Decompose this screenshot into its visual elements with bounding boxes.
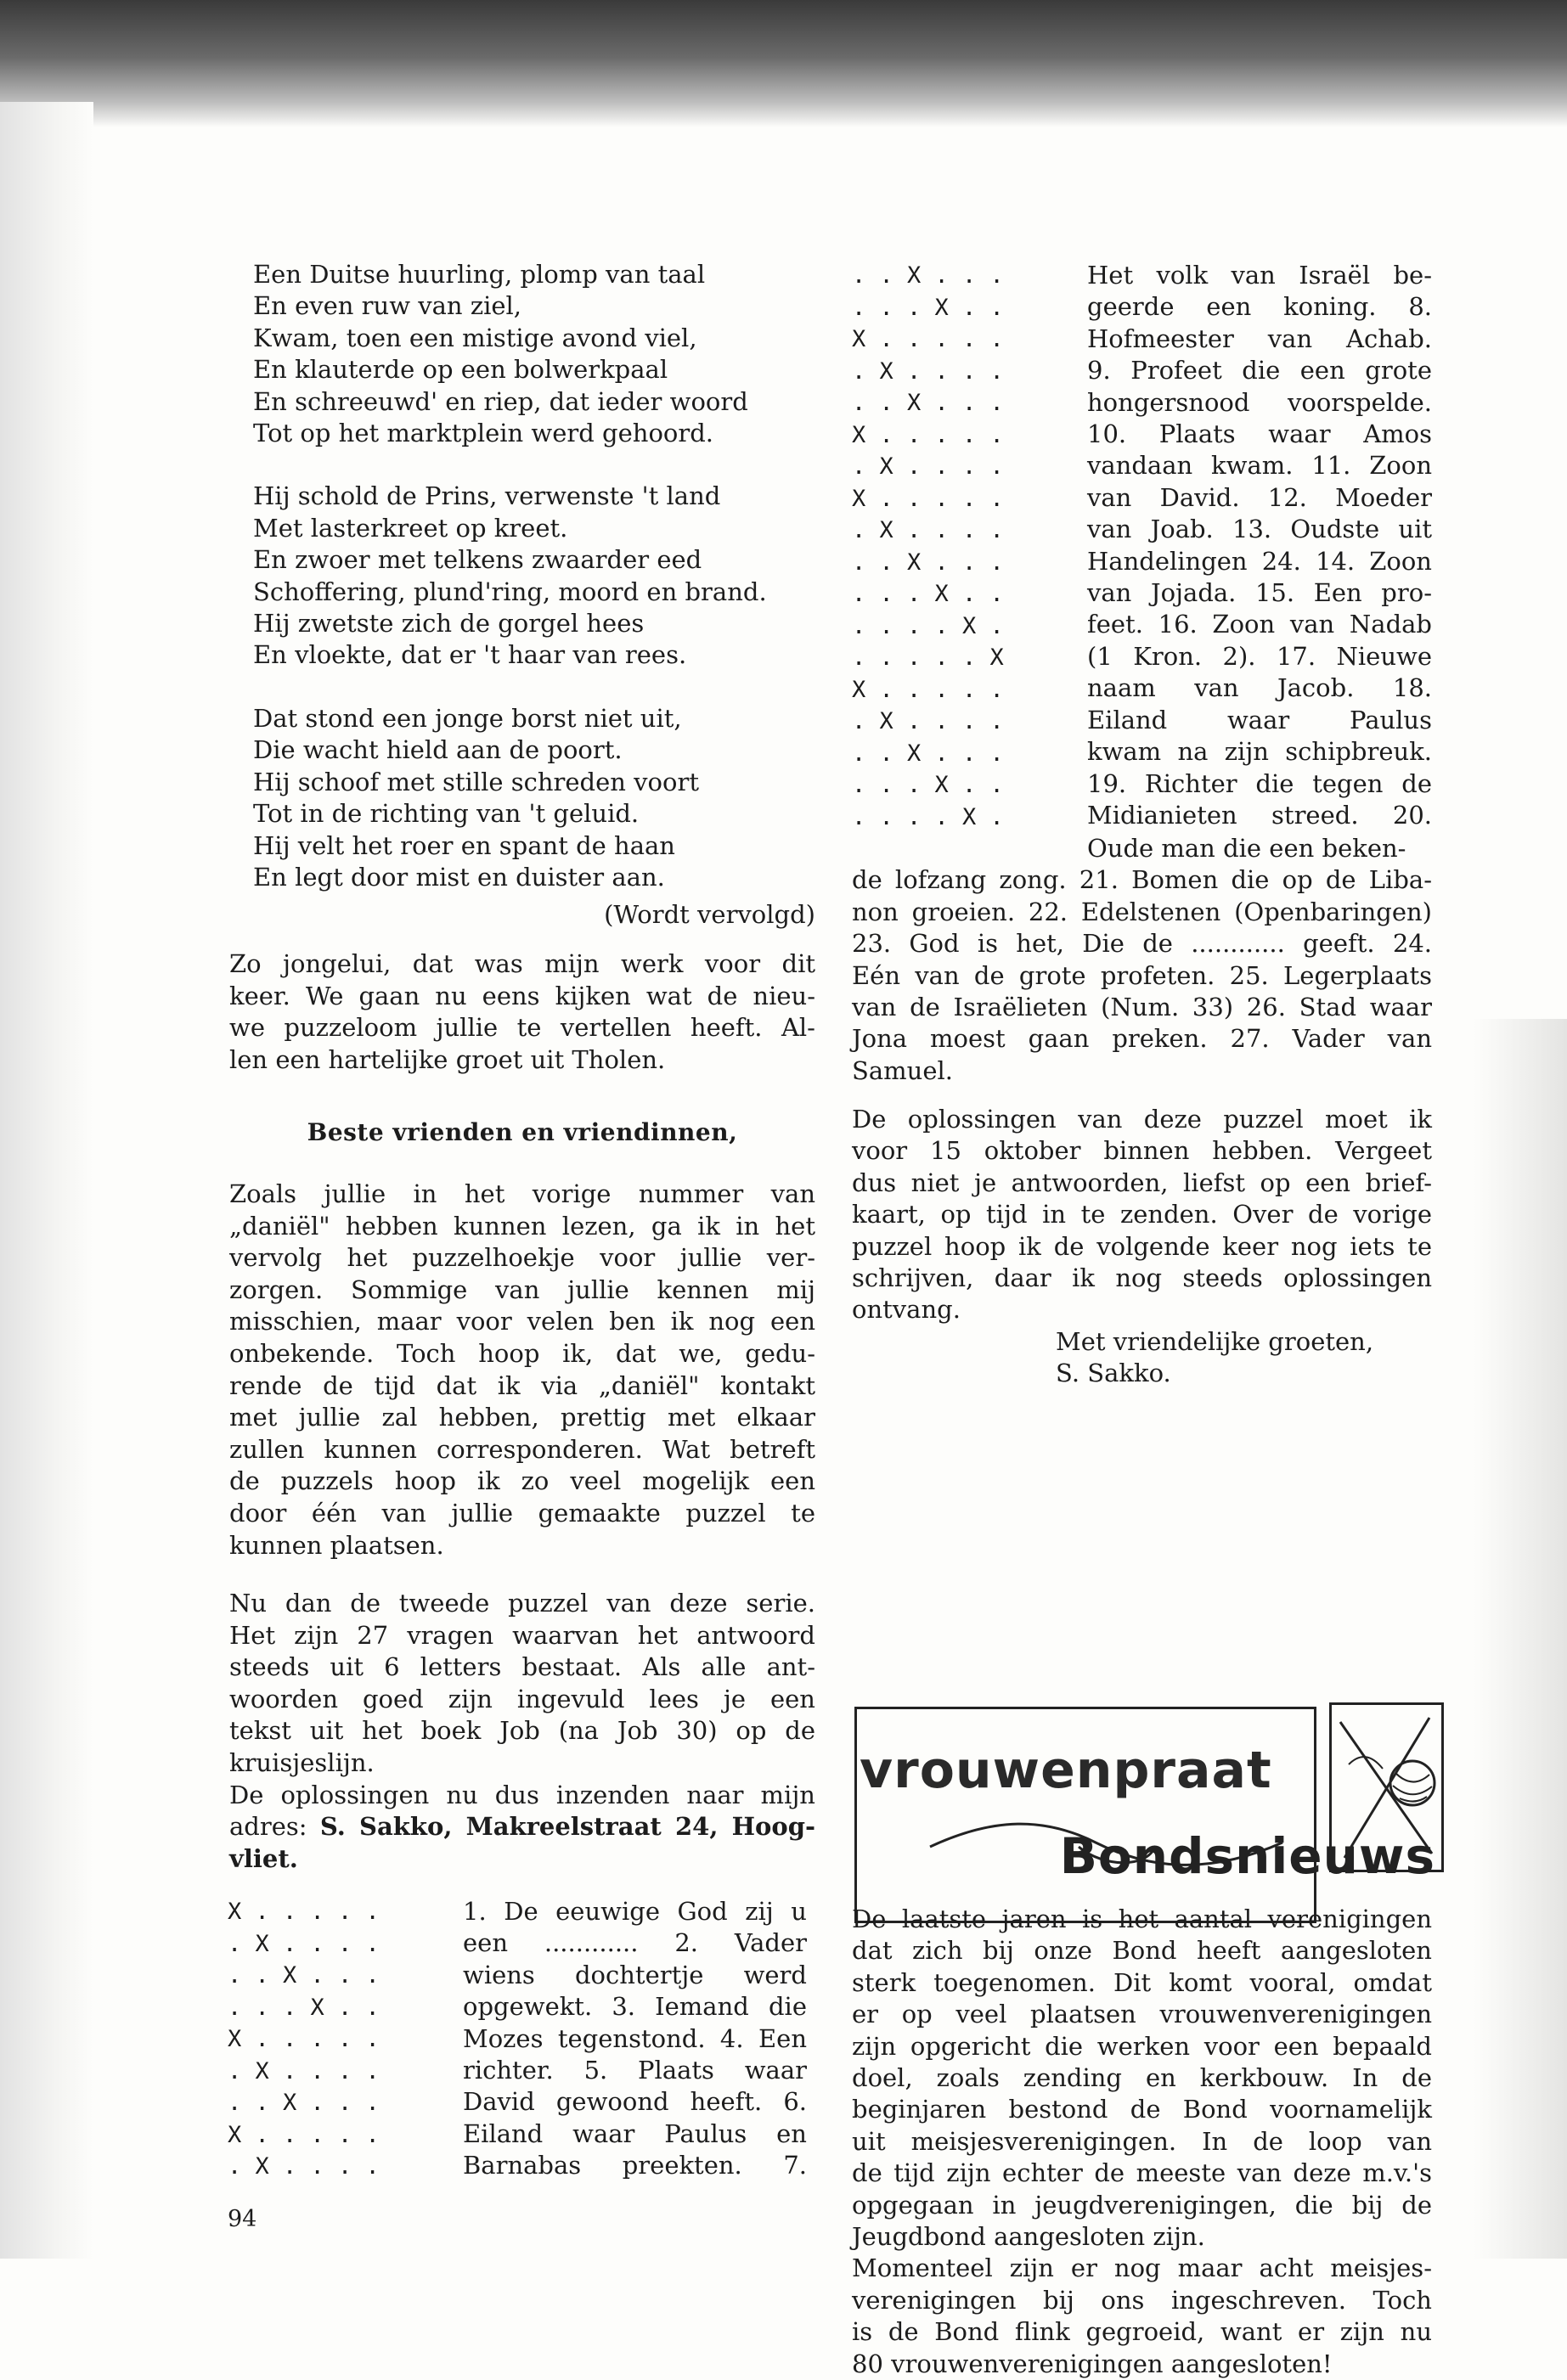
question-line: 1. De eeuwige God zij u	[463, 1897, 807, 1926]
grid-row: . . X . . .	[228, 2090, 380, 2116]
poem-line: Hij schoof met stille schreden voort	[253, 767, 699, 796]
text-line: onbekende. Toch hoop ik, dat we, gedu-	[229, 1338, 815, 1368]
question-line: feet. 16. Zoon van Nadab	[1087, 610, 1432, 639]
text-line: opgegaan in jeugdverenigingen, die bij de	[852, 2190, 1432, 2220]
poem-stanza-2	[253, 481, 848, 671]
poem-line: En zwoer met telkens zwaarder eed	[253, 545, 702, 575]
poem-stanza-3	[253, 703, 848, 893]
poem-line: Kwam, toen een mistige avond viel,	[253, 323, 697, 352]
grid-row: . X . . . .	[852, 453, 1004, 480]
poem-line: Hij velt het roer en spant de haan	[253, 830, 675, 860]
puzzle-paragraph	[229, 1588, 815, 1875]
question-line: non groeien. 22. Edelstenen (Openbaringen)	[852, 897, 1432, 926]
question-line: van Jojada. 15. Een pro-	[1087, 578, 1432, 608]
grid-row: . . X . . .	[852, 262, 1004, 289]
address-line	[229, 1811, 815, 1843]
grid-row: . . X . . .	[852, 390, 1004, 416]
signoff-closing: Met vriendelijke groeten,	[1056, 1327, 1374, 1356]
text-line: schrijven, daar ik nog steeds oplossingen	[852, 1263, 1432, 1293]
text-line: de tijd zijn echter de meeste van deze m.v.'s	[852, 2158, 1432, 2188]
question-line: Barnabas preekten. 7.	[463, 2151, 807, 2180]
question-line: Oude man die een beken-	[1087, 834, 1406, 863]
question-line: hongersnood voorspelde.	[1087, 387, 1432, 417]
text-line: Het zijn 27 vragen waarvan het antwoord	[229, 1620, 815, 1650]
text-line: puzzel hoop ik de volgende keer nog iets te	[852, 1231, 1432, 1261]
text-line: steeds uit 6 letters bestaat. Als alle ant-	[229, 1652, 815, 1682]
text-line: ontvang.	[852, 1295, 961, 1325]
grid-row: . X . . . .	[228, 2153, 380, 2180]
cross-grid-right	[852, 260, 1056, 833]
question-line: wiens dochtertje werd	[463, 1960, 807, 1989]
text-line: dus niet je antwoorden, liefst op een brief-	[852, 1167, 1432, 1197]
question-line: een ............ 2. Vader	[463, 1928, 807, 1958]
grid-row: X . . . . .	[852, 676, 1004, 703]
poem-line: Dat stond een jonge borst niet uit,	[253, 703, 682, 733]
text-line: zullen kunnen corresponderen. Wat betreft	[229, 1434, 815, 1464]
question-line: Eiland waar Paulus en	[463, 2118, 807, 2148]
question-line: (1 Kron. 2). 17. Nieuwe	[1087, 641, 1432, 671]
grid-row: X . . . . .	[852, 485, 1004, 512]
poem-line: Een Duitse huurling, plomp van taal	[253, 260, 706, 289]
grid-row: . . . . X .	[852, 612, 1004, 639]
text-line: kruisjeslijn.	[229, 1747, 375, 1777]
address-last-line	[229, 1843, 815, 1876]
solutions-paragraph	[852, 1104, 1432, 1326]
grid-row: X . . . . .	[852, 421, 1004, 448]
grid-row: X . . . . .	[228, 2026, 380, 2052]
text-line: Zo jongelui, dat was mijn werk voor dit	[229, 949, 815, 978]
text-line: verenigingen bij ons ingeschreven. Toch	[852, 2285, 1432, 2315]
text-line: er op veel plaatsen vrouwenverenigingen	[852, 2000, 1432, 2029]
question-line: Jona moest gaan preken. 27. Vader van	[852, 1024, 1432, 1054]
question-line: geerde een koning. 8.	[1087, 292, 1432, 322]
grid-row: . . X . . .	[852, 549, 1004, 576]
questions-continued	[852, 833, 1432, 1087]
address-prefix: adres:	[229, 1812, 320, 1842]
text-line: zorgen. Sommige van jullie kennen mij	[229, 1274, 815, 1304]
text-line: tekst uit het boek Job (na Job 30) op de	[229, 1716, 815, 1746]
question-line: 23. God is het, Die de ............ geeft. 24.	[852, 929, 1432, 959]
question-line: Hofmeester van Achab.	[1087, 324, 1432, 353]
scan-shadow-left	[0, 102, 93, 2259]
text-line: door één van jullie gemaakte puzzel te	[229, 1498, 815, 1528]
text-line: De oplossingen van deze puzzel moet ik	[852, 1105, 1432, 1134]
address-bold: S. Sakko, Makreelstraat 24, Hoog-	[319, 1812, 816, 1842]
question-line: Samuel.	[852, 1055, 953, 1085]
text-line: Nu dan de tweede puzzel van deze serie.	[229, 1589, 815, 1618]
grid-row: X . . . . .	[228, 1899, 380, 1925]
question-line: Eiland waar Paulus	[1087, 705, 1432, 734]
question-line: kwam na zijn schipbreuk.	[1087, 737, 1432, 767]
question-line: Mozes tegenstond. 4. Een	[463, 2023, 807, 2053]
poem-stanza-1	[253, 259, 848, 449]
poem-line: Die wacht hield aan de poort.	[253, 735, 623, 765]
question-line: van Joab. 13. Oudste uit	[1087, 515, 1432, 544]
text-line: Jeugdbond aangesloten zijn.	[852, 2222, 1205, 2252]
question-line: opgewekt. 3. Iemand die	[463, 1992, 807, 2022]
questions-left	[463, 1896, 807, 2182]
text-line: len een hartelijke groet uit Tholen.	[229, 1044, 666, 1074]
grid-row: . . . X . .	[228, 1994, 380, 2021]
cross-grid-left	[228, 1896, 431, 2183]
poem-line: Tot op het marktplein werd gehoord.	[253, 419, 714, 448]
question-line: vandaan kwam. 11. Zoon	[1087, 451, 1432, 481]
text-line: sterk toegenomen. Dit komt vooral, omdat	[852, 1967, 1432, 1997]
question-line: David gewoond heeft. 6.	[463, 2087, 807, 2117]
question-line: Handelingen 24. 14. Zoon	[1087, 546, 1432, 576]
grid-row: X . . . . .	[228, 2121, 380, 2148]
vrouwenpraat-banner	[854, 1707, 1316, 1923]
text-line: dat zich bij onze Bond heeft aangesloten	[852, 1936, 1432, 1966]
question-line: richter. 5. Plaats waar	[463, 2056, 807, 2085]
grid-row: . . X . . .	[228, 1962, 380, 1989]
question-line: naam van Jacob. 18.	[1087, 673, 1432, 703]
grid-row: . . . . X .	[852, 803, 1004, 830]
text-line: Momenteel zijn er nog maar acht meisjes-	[852, 2253, 1432, 2283]
grid-row: . X . . . .	[852, 357, 1004, 385]
text-line: met jullie zal hebben, prettig met elkaar	[229, 1403, 815, 1432]
grid-row: . X . . . .	[228, 2057, 380, 2085]
text-line: we puzzeloom jullie te vertellen heeft. Al-	[229, 1013, 815, 1043]
text-line: 80 vrouwenverenigingen aangesloten!	[852, 2349, 1333, 2378]
grid-row: . X . . . .	[852, 708, 1004, 734]
scan-shadow-top	[0, 0, 1567, 127]
text-line: woorden goed zijn ingevuld lees je een	[229, 1684, 815, 1713]
bondsnieuws-paragraph	[852, 1904, 1432, 2380]
question-line: Het volk van Israël be-	[1087, 261, 1432, 290]
question-line: de lofzang zong. 21. Bomen die op de Liba-	[852, 865, 1432, 895]
poem-line: Schoffering, plund'ring, moord en brand.	[253, 577, 767, 606]
grid-row: . . . X . .	[852, 581, 1004, 607]
grid-row: . . . X . .	[852, 294, 1004, 321]
question-line: 9. Profeet die een grote	[1087, 356, 1432, 385]
grid-row: . X . . . .	[852, 517, 1004, 543]
question-line: Eén van de grote profeten. 25. Legerplaats	[852, 960, 1432, 990]
poem-line: Met lasterkreet op kreet.	[253, 513, 568, 543]
question-line: van de Israëlieten (Num. 33) 26. Stad waar	[852, 993, 1432, 1022]
question-line: 19. Richter die tegen de	[1087, 768, 1432, 798]
letter-paragraph	[229, 1179, 815, 1561]
intro-paragraph	[229, 948, 815, 1076]
signoff	[1056, 1326, 1438, 1389]
text-line: „daniël" hebben kunnen lezen, ga ik in het	[229, 1211, 815, 1241]
text-line: de puzzels hoop ik zo veel mogelijk een	[229, 1466, 815, 1496]
poem-line: En vloekte, dat er 't haar van rees.	[253, 640, 687, 670]
grid-row: . . X . . .	[852, 740, 1004, 767]
bondsnieuws-title: Bondsnieuws	[1059, 1827, 1435, 1885]
poem	[253, 259, 848, 925]
text-line: vervolg het puzzelhoekje voor jullie ver-	[229, 1243, 815, 1273]
poem-line: En klauterde op een bolwerkpaal	[253, 355, 668, 385]
questions-right	[1087, 260, 1432, 831]
text-line: kunnen plaatsen.	[229, 1530, 444, 1560]
text-line: uit meisjesverenigingen. In de loop van	[852, 2126, 1432, 2156]
poem-line: En schreeuwd' en riep, dat ieder woord	[253, 386, 748, 416]
poem-line: En even ruw van ziel,	[253, 291, 522, 321]
page-number: 94	[228, 2206, 257, 2232]
grid-row: . . . . . X	[852, 644, 1004, 671]
grid-row: . . . X . .	[852, 772, 1004, 798]
poem-line: En legt door mist en duister aan.	[253, 862, 665, 892]
signoff-name: S. Sakko.	[1056, 1359, 1171, 1387]
text-line: De oplossingen nu dus inzenden naar mijn	[229, 1780, 815, 1809]
text-line: rende de tijd dat ik via „daniël" kontakt	[229, 1370, 815, 1400]
text-line: keer. We gaan nu eens kijken wat de nieu-	[229, 981, 815, 1010]
text-line: zijn opgericht die werken voor een bepaald	[852, 2031, 1432, 2061]
vrouwenpraat-title: vrouwenpraat	[860, 1741, 1272, 1800]
poem-line: Hij schold de Prins, verwenste 't land	[253, 481, 721, 511]
greeting-heading: Beste vrienden en vriendinnen,	[307, 1118, 738, 1146]
question-line: van David. 12. Moeder	[1087, 482, 1432, 512]
text-line: Zoals jullie in het vorige nummer van	[229, 1179, 815, 1208]
text-line: misschien, maar voor velen ben ik nog een	[229, 1307, 815, 1336]
question-line: 10. Plaats waar Amos	[1087, 419, 1432, 449]
poem-line: Tot in de richting van 't geluid.	[253, 799, 640, 829]
grid-row: . X . . . .	[228, 1930, 380, 1957]
scan-shadow-right	[1474, 1019, 1567, 2259]
question-line: Midianieten streed. 20.	[1087, 800, 1432, 830]
text-line: beginjaren bestond de Bond voornamelijk	[852, 2095, 1432, 2124]
text-line: doel, zoals zending en kerkbouw. In de	[852, 2063, 1432, 2093]
text-line: is de Bond flink gegroeid, want er zijn nu	[852, 2317, 1432, 2347]
text-line: voor 15 oktober binnen hebben. Vergeet	[852, 1136, 1432, 1166]
grid-row: X . . . . .	[852, 326, 1004, 352]
continued-note: (Wordt vervolgd)	[604, 900, 815, 929]
poem-line: Hij zwetste zich de gorgel hees	[253, 609, 645, 639]
text-line: De laatste jaren is het aantal verenigingen	[852, 1905, 1432, 1933]
address-bold-end: vliet.	[229, 1843, 298, 1873]
text-line: kaart, op tijd in te zenden. Over de vorige	[852, 1200, 1432, 1229]
